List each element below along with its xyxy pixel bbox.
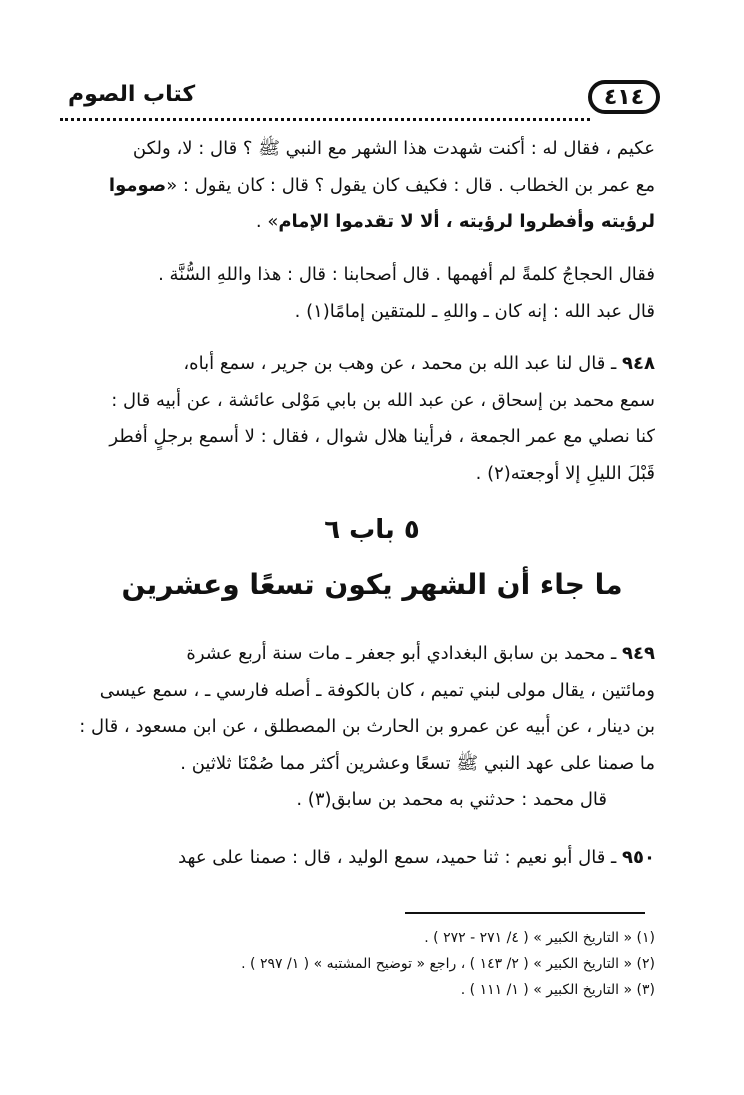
header-dotted-rule	[60, 118, 590, 121]
text-line	[50, 840, 655, 877]
footnote-separator	[405, 912, 645, 914]
text-line: بن دينار ، عن أبيه عن عمرو بن الحارث بن المصطلق ، عن ابن مسعود ، قال :	[79, 716, 655, 737]
text-block-1	[50, 131, 655, 241]
emphasized-text: لرؤيته وأفطروا لرؤيته ، ألا لا تقدموا الإمام	[278, 211, 655, 232]
page-number: ٤١٤	[603, 84, 645, 110]
hadith-948	[50, 346, 655, 492]
text-line: ما صمنا على عهد النبي ﷺ تسعًا وعشرين أكثر مما صُمْنَا ثلاثين .	[180, 752, 655, 774]
text-block-2	[50, 257, 655, 330]
text-line: كنا نصلي مع عمر الجمعة ، فرأينا هلال شوال ، فقال : لا أسمع برجلٍ أفطر	[109, 426, 655, 447]
footnote-1: (١) « التاريخ الكبير » ( ٤/ ٢٧١ - ٢٧٢ ) .	[424, 930, 655, 946]
running-title: كتاب الصوم	[68, 82, 196, 107]
text-line	[50, 168, 655, 205]
text-line: قال محمد : حدثني به محمد بن سابق(٣) .	[296, 789, 607, 810]
text-span: ـ محمد بن سابق البغدادي أبو جعفر ـ مات سنة أربع عشرة	[186, 643, 623, 664]
text-span: مع عمر بن الخطاب . قال : فكيف كان يقول ؟ قال : كان يقول : «	[166, 174, 655, 196]
text-line: ومائتين ، يقال مولى لبني تميم ، كان بالكوفة ـ أصله فارسي ـ ، سمع عيسى	[99, 679, 655, 701]
text-line: سمع محمد بن إسحاق ، عن عبد الله بن بابي مَوْلى عائشة ، عن أبيه قال :	[111, 389, 655, 411]
hadith-number: ٩٥٠	[622, 847, 655, 868]
footnotes	[150, 925, 655, 1003]
text-line: قَبْلَ الليلِ إلا أوجعته(٢) .	[475, 462, 655, 484]
text-line: عكيم ، فقال له : أكنت شهدت هذا الشهر مع النبي ﷺ ؟ قال : لا، ولكن	[132, 138, 655, 159]
text-line	[50, 346, 655, 383]
text-span: ـ قال لنا عبد الله بن محمد ، عن وهب بن جرير ، سمع أباه،	[183, 353, 623, 374]
page-number-badge	[588, 80, 660, 114]
text-span: ـ قال أبو نعيم : ثنا حميد، سمع الوليد ، قال : صمنا على عهد	[178, 847, 623, 868]
text-span: » .	[255, 211, 279, 232]
text-line: فقال الحجاجُ كلمةً لم أفهمها . قال أصحابنا : قال : هذا واللهِ السُّنَّة .	[158, 264, 655, 285]
chapter-heading-title: ما جاء أن الشهر يكون تسعًا وعشرين	[121, 568, 623, 601]
chapter-heading-number: ٥ باب ٦	[324, 515, 420, 545]
page-header	[60, 78, 660, 124]
hadith-949	[50, 636, 655, 819]
footnote-3: (٣) « التاريخ الكبير » ( ١/ ١١١ ) .	[460, 982, 655, 998]
text-line	[50, 204, 655, 241]
hadith-950	[50, 840, 655, 877]
emphasized-text: صوموا	[108, 174, 167, 196]
text-line: قال عبد الله : إنه كان ـ واللهِ ـ للمتقين إمامًا(١) .	[294, 300, 655, 322]
footnote-2: (٢) « التاريخ الكبير » ( ٢/ ١٤٣ ) ، راجع « توضيح المشتبه » ( ١/ ٢٩٧ ) .	[241, 956, 655, 972]
hadith-number: ٩٤٨	[622, 353, 655, 374]
hadith-number: ٩٤٩	[622, 643, 655, 664]
text-line	[50, 636, 655, 673]
